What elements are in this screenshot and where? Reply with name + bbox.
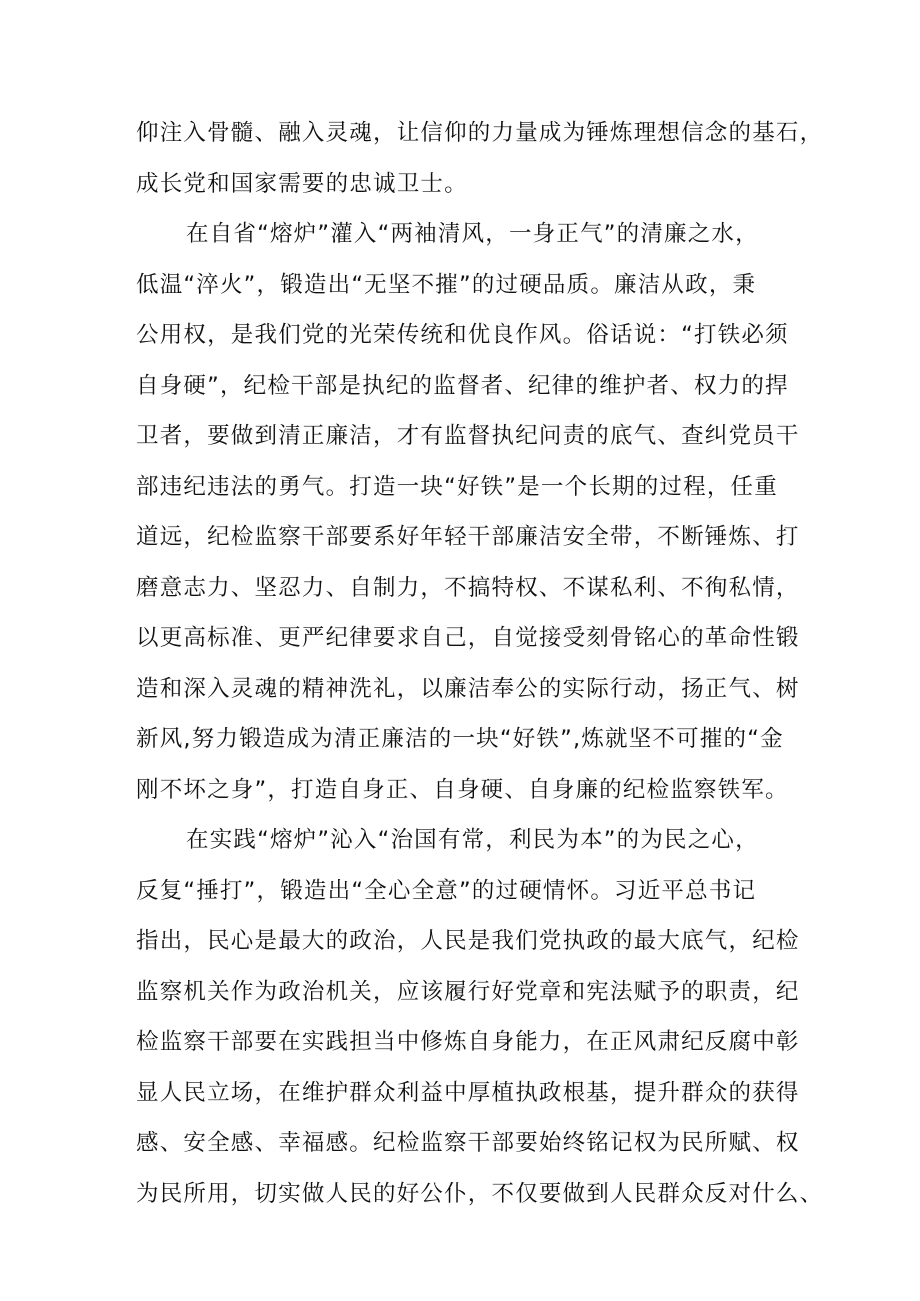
- text-line: 新风,努力锻造成为清正廉洁的一块“好铁”,炼就坚不可摧的“金: [136, 726, 784, 752]
- text-line: 指出，民心是最大的政治，人民是我们党执政的最大底气，纪检: [136, 928, 800, 954]
- text-line: 磨意志力、坚忍力、自制力，不搞特权、不谋私利、不徇私情，: [136, 574, 800, 601]
- text-line: 造和深入灵魂的精神洗礼，以廉洁奉公的实际行动，扬正气、树: [136, 675, 800, 702]
- text-line: 道远，纪检监察干部要系好年轻干部廉洁安全带，不断锤炼、打: [136, 524, 800, 550]
- text-line: 低温“淬火”，锻造出“无坚不摧”的过硬品质。廉洁从政，秉: [136, 271, 757, 298]
- text-line: 显人民立场，在维护群众利益中厚植执政根基，提升群众的获得: [136, 1079, 800, 1106]
- text-line: 检监察干部要在实践担当中修炼自身能力，在正风肃纪反腐中彰: [136, 1029, 800, 1055]
- text-line: 反复“捶打”，锻造出“全心全意”的过硬情怀。习近平总书记: [136, 877, 757, 904]
- text-line: 公用权，是我们党的光荣传统和优良作风。俗话说：“打铁必须: [136, 322, 789, 348]
- body-text: [136, 108, 824, 1219]
- text-line: 卫者，要做到清正廉洁，才有监督执纪问责的底气、查纠党员干: [136, 423, 800, 449]
- paragraph-start-line: 在自省“熔炉”灌入“两袖清风，一身正气”的清廉之水，: [186, 221, 759, 247]
- text-line: 感、安全感、幸福感。纪检监察干部要始终铭记权为民所赋、权: [136, 1130, 800, 1156]
- paragraph-start-line: 在实践“熔炉”沁入“治国有常，利民为本”的为民之心，: [186, 827, 759, 853]
- text-line: 成长党和国家需要的忠诚卫士。: [136, 170, 468, 197]
- text-line: 仰注入骨髓、融入灵魂，让信仰的力量成为锤炼理想信念的基石，: [136, 120, 824, 146]
- text-line: 刚不坏之身”，打造自身正、自身硬、自身廉的纪检监察铁军。: [136, 776, 789, 803]
- text-line: 为民所用，切实做人民的好公仆，不仅要做到人民群众反对什么、: [136, 1180, 824, 1207]
- text-line: 自身硬”，纪检干部是执纪的监督者、纪律的维护者、权力的捍: [136, 372, 789, 399]
- text-line: 监察机关作为政治机关，应该履行好党章和宪法赋予的职责，纪: [136, 978, 800, 1005]
- text-line: 以更高标准、更严纪律要求自己，自觉接受刻骨铭心的革命性锻: [136, 625, 800, 651]
- text-line: 部违纪违法的勇气。打造一块“好铁”是一个长期的过程，任重: [136, 473, 778, 500]
